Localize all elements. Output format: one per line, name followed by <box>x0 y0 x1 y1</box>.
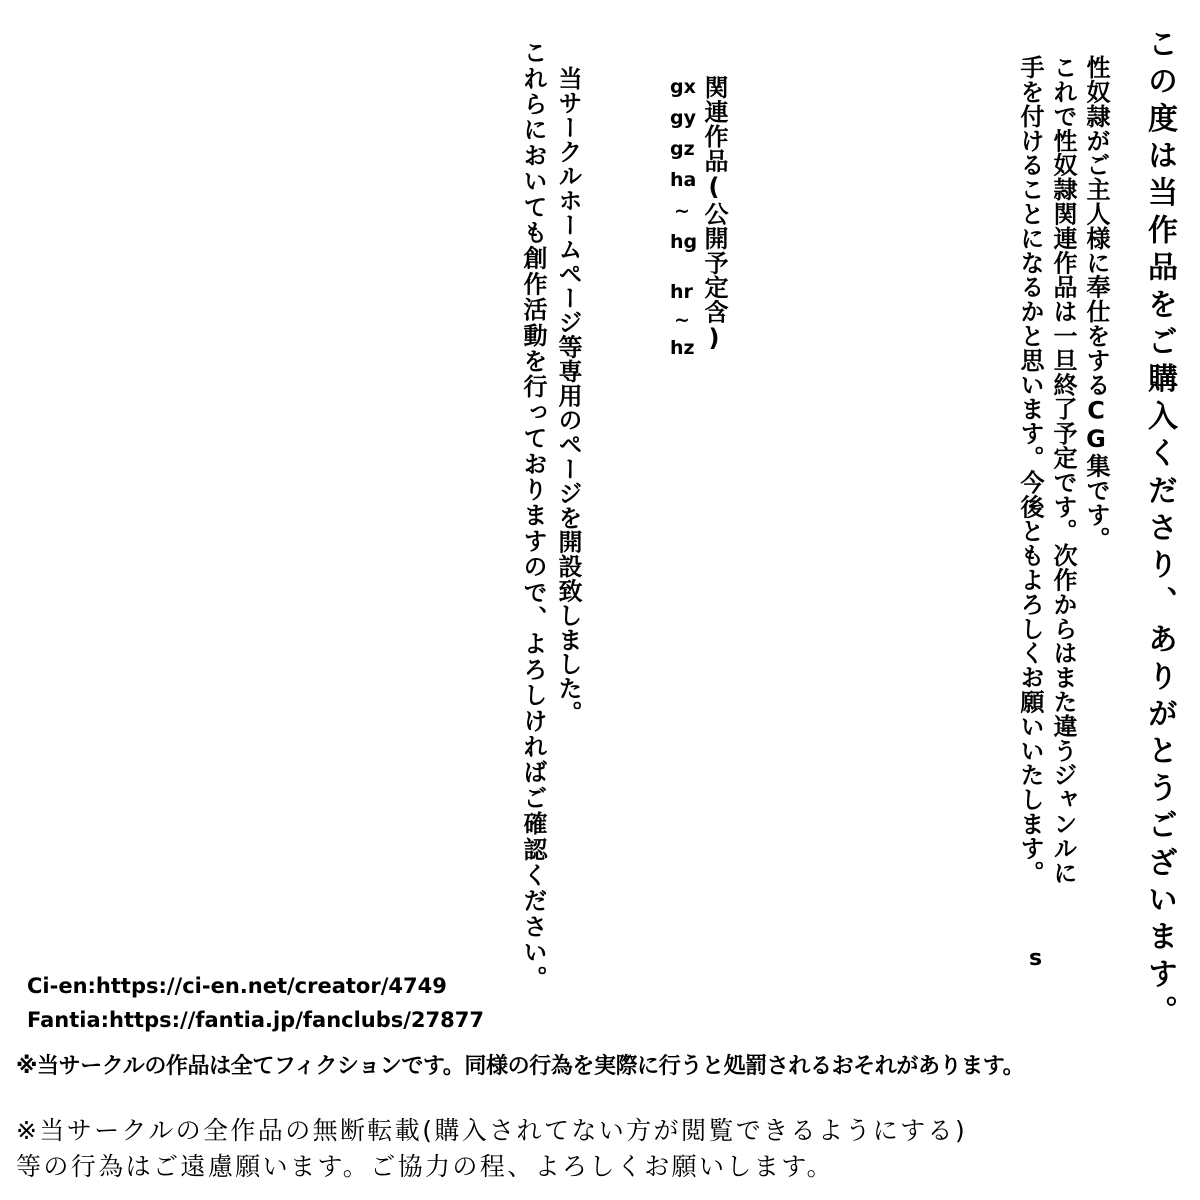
related-codes-list-2 <box>670 283 695 367</box>
ci-en-link: Ci-en:https://ci-en.net/creator/4749 <box>27 974 447 998</box>
intro-line-1: 性奴隷がご主人様に奉仕をするCG集です。 <box>1082 55 1110 551</box>
repost-notice-line-1: ※当サークルの全作品の無断転載(購入されてない方が閲覧できるようにする) <box>16 1116 968 1145</box>
related-code-range: ~ <box>674 309 690 331</box>
related-code: gx <box>670 76 696 98</box>
related-code: ha <box>670 169 697 191</box>
related-codes-list-1 <box>670 78 697 264</box>
repost-notice-line-2: 等の行為はご遠慮願います。ご協力の程、よろしくお願いします。 <box>16 1152 835 1181</box>
related-code: hg <box>670 231 698 253</box>
circle-page-line-1: 当サークルホームページ等専用のページを開設致しました。 <box>554 66 582 725</box>
fiction-notice: ※当サークルの作品は全てフィクションです。同様の行為を実際に行うと処罰されるおそれがあります。 <box>16 1054 1025 1079</box>
related-code: gy <box>670 107 696 129</box>
related-works-heading: 関連作品(公開予定含) <box>700 75 728 353</box>
related-code: hr <box>670 281 693 303</box>
related-code: hz <box>670 337 695 359</box>
signature: s <box>1023 946 1048 971</box>
related-code-range: ~ <box>674 200 690 222</box>
related-code: gz <box>670 138 695 160</box>
thanks-message: この度は当作品をご購入くださり、ありがとうございます。 <box>1142 28 1177 1033</box>
intro-line-2: これで性奴隷関連作品は一旦終了予定です。次作からはまた違うジャンルに <box>1049 55 1077 885</box>
fantia-link: Fantia:https://fantia.jp/fanclubs/27877 <box>27 1008 484 1032</box>
circle-page-line-2: これらにおいても創作活動を行っておりますので、よろしければご確認ください。 <box>519 40 547 991</box>
intro-line-3: 手を付けることになるかと思います。今後ともよろしくお願いいたします。 <box>1016 55 1044 885</box>
